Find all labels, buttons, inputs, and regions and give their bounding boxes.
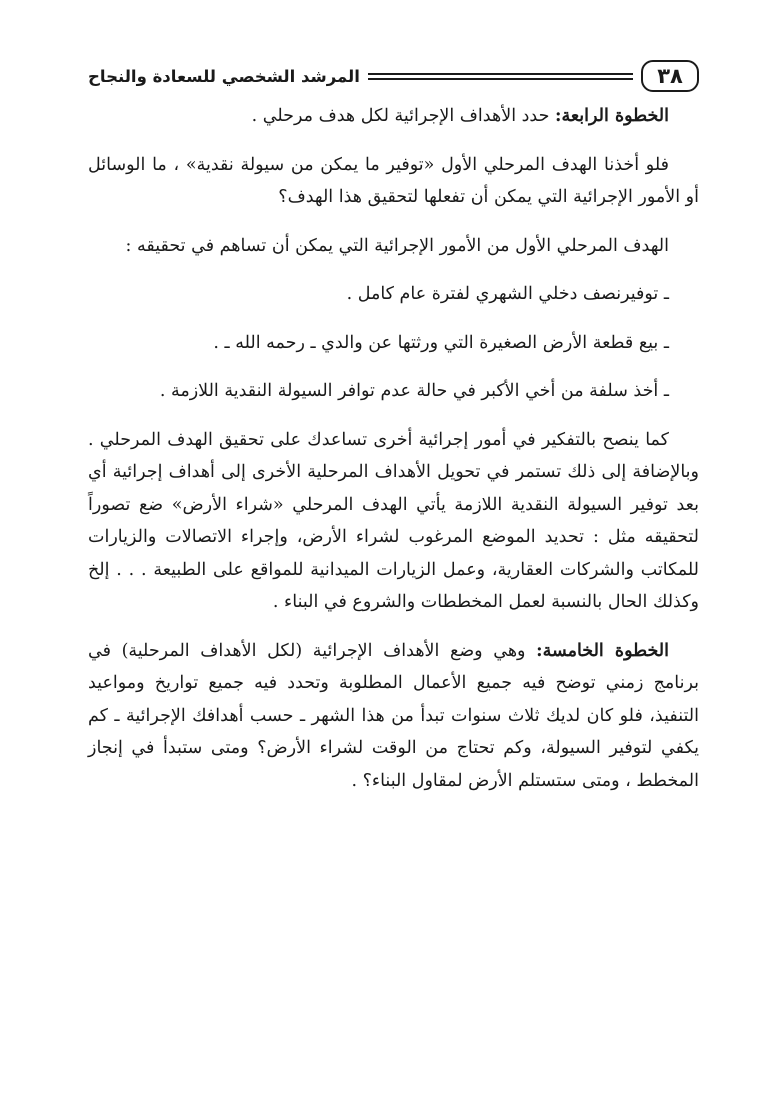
page-content <box>88 100 699 797</box>
book-title: المرشد الشخصي للسعادة والنجاح <box>88 66 360 86</box>
step-five-text: وهي وضع الأهداف الإجرائية (لكل الأهداف المرحلية) في برنامج زمني توضح فيه جميع الأعمال المطلوبة وتحدد فيه جميع تواريخ ومواعيد التنفيذ، فلو كان لديك ثلاث سنوات تبدأ من هذا الشهر ـ حسب أهدافك الإجرائية ـ كم يكفي لتوفير السيولة، وكم تحتاج من الوقت لشراء الأرض؟ ومتى ستبدأ في إنجاز المخطط ، ومتى ستستلم الأرض لمقاول البناء؟ . <box>88 640 699 791</box>
list-item: ـ أخذ سلفة من أخي الأكبر في حالة عدم توافر السيولة النقدية اللازمة . <box>159 381 669 401</box>
step-four-paragraph <box>88 100 699 133</box>
header-rule <box>368 73 633 80</box>
step-five-paragraph <box>88 635 699 798</box>
paragraph-example: فلو أخذنا الهدف المرحلي الأول «توفير ما يمكن من سيولة نقدية» ، ما الوسائل أو الأمور الإجرائية التي يمكن أن تفعلها لتحقيق هذا الهدف؟ <box>88 154 699 207</box>
paragraph-procedures: الهدف المرحلي الأول من الأمور الإجرائية التي يمكن أن تساهم في تحقيقه : <box>125 235 669 256</box>
step-four-label: الخطوة الرابعة: <box>554 106 669 126</box>
page-header <box>88 56 699 96</box>
list-item: ـ توفيرنصف دخلي الشهري لفترة عام كامل . <box>346 284 669 304</box>
page-number: ٣٨ <box>641 60 699 92</box>
paragraph-additional-steps: كما ينصح بالتفكير في أمور إجرائية أخرى تساعدك على تحقيق الهدف المرحلي . وبالإضافة إلى ذلك تستمر في تحويل الأهداف المرحلية الأخرى إلى أهداف إجرائية أي بعد توفير السيولة النقدية اللازمة يأتي الهدف المرحلي «شراء الأرض» ضع تصوراً لتحقيقه مثل : تحديد الموضع المرغوب لشراء الأرض، وإجراء الاتصالات والزيارات للمكاتب والشركات العقارية، وعمل الزيارات الميدانية للمواقع على الطبيعة . . . إلخ وكذلك الحال بالنسبة لعمل المخططات والشروع في البناء . <box>88 429 699 612</box>
step-four-text: حدد الأهداف الإجرائية لكل هدف مرحلي . <box>251 106 555 126</box>
list-item: ـ بيع قطعة الأرض الصغيرة التي ورثتها عن والدي ـ رحمه الله ـ . <box>213 332 669 353</box>
step-five-label: الخطوة الخامسة: <box>536 640 669 661</box>
